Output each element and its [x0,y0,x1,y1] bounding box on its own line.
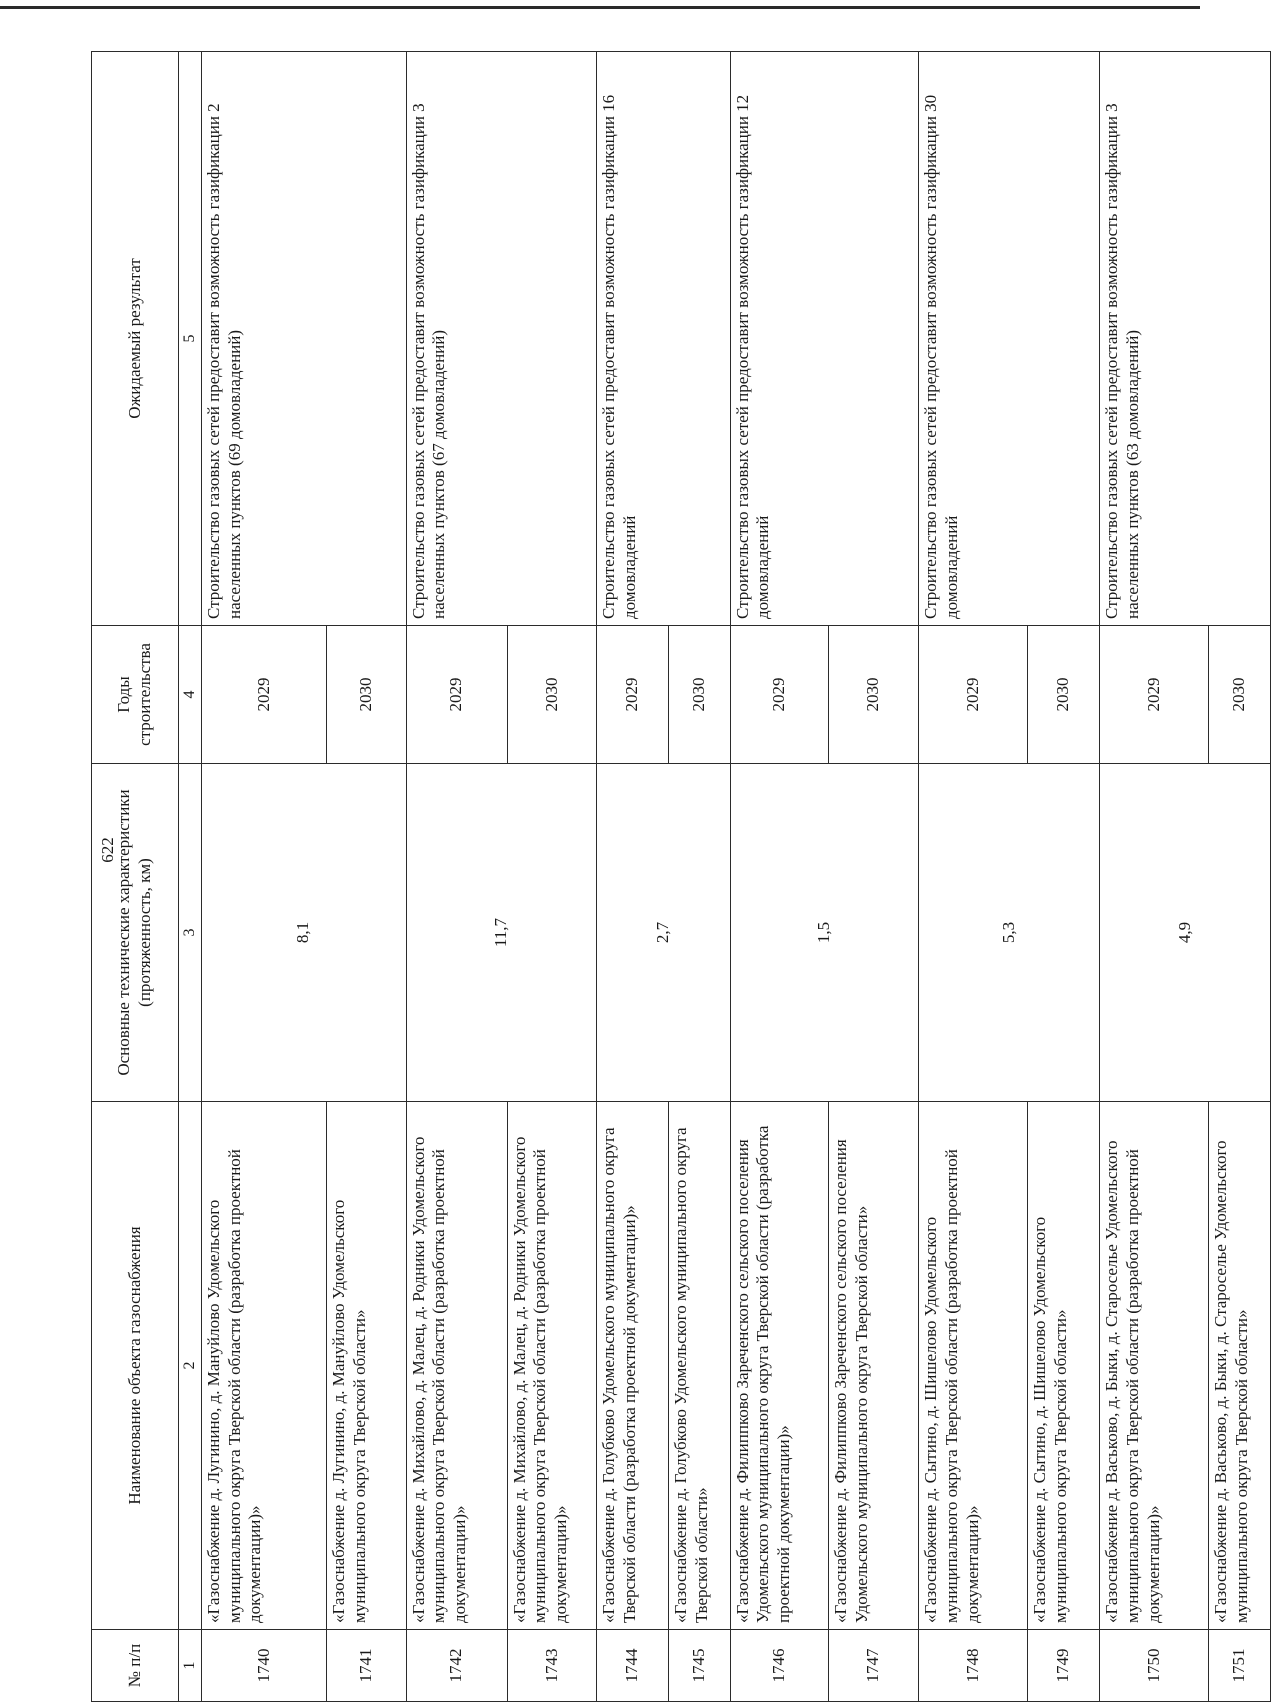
column-number: 1 [179,1630,202,1702]
expected-result: Строительство газовых сетей предоставит возможность газификации 16 домовладений [597,52,731,626]
expected-result: Строительство газовых сетей предоставит возможность газификации 12 домовладений [730,52,919,626]
gas-supply-table [91,51,1271,1702]
construction-year: 2029 [202,626,327,764]
construction-year: 2029 [406,626,507,764]
construction-year: 2029 [1100,626,1209,764]
column-number: 2 [179,1102,202,1630]
construction-year: 2030 [828,626,918,764]
length-km: 5,3 [919,764,1100,1102]
construction-year: 2029 [597,626,669,764]
object-name: «Газоснабжение д. Лугинино, д. Мануйлово Удомельского муниципального округа Тверской области» [326,1102,406,1630]
object-name: «Газоснабжение д. Сытино, д. Шишелово Удомельского муниципального округа Тверской области (разработка проектной документации)» [919,1102,1028,1630]
row-number: 1743 [507,1630,596,1702]
table-row [202,52,327,1702]
table-row [597,52,669,1702]
column-number: 4 [179,626,202,764]
header-tech: Основные технические характеристики (протяженность, км) [92,764,179,1102]
length-km: 4,9 [1100,764,1271,1102]
object-name: «Газоснабжение д. Васьково, д. Быки, д. Староселье Удомельского муниципального округа Тверской области» [1209,1102,1271,1630]
column-number-row [179,52,202,1702]
row-number: 1750 [1100,1630,1209,1702]
page-number: 622 [98,837,117,863]
row-number: 1747 [828,1630,918,1702]
object-name: «Газоснабжение д. Михайлово, д. Малец, д. Родники Удомельского муниципального округа Тверской области (разработка проектной документации)» [507,1102,596,1630]
header-result: Ожидаемый результат [92,52,179,626]
header-name: Наименование объекта газоснабжения [92,1102,179,1630]
object-name: «Газоснабжение д. Голубково Удомельского муниципального округа Тверской области» [668,1102,730,1630]
column-number: 3 [179,764,202,1102]
object-name: «Газоснабжение д. Михайлово, д. Малец, д. Родники Удомельского муниципального округа Тверской области (разработка проектной документации)» [406,1102,507,1630]
construction-year: 2030 [1209,626,1271,764]
row-number: 1751 [1209,1630,1271,1702]
header-no: № п/п [92,1630,179,1702]
object-name: «Газоснабжение д. Голубково Удомельского муниципального округа Тверской области (разработка проектной документации)» [597,1102,669,1630]
construction-year: 2030 [1028,626,1100,764]
table-row [919,52,1028,1702]
length-km: 8,1 [202,764,407,1102]
table-row [730,52,828,1702]
table-row [406,52,507,1702]
expected-result: Строительство газовых сетей предоставит возможность газификации 30 домовладений [919,52,1100,626]
header-years: Годы строительства [92,626,179,764]
construction-year: 2030 [668,626,730,764]
row-number: 1744 [597,1630,669,1702]
object-name: «Газоснабжение д. Васьково, д. Быки, д. Староселье Удомельского муниципального округа Тверской области (разработка проектной документации)» [1100,1102,1209,1630]
object-name: «Газоснабжение д. Филиппково Зареченского сельского поселения Удомельского муниципального округа Тверской области (разработка проектной документации)» [730,1102,828,1630]
construction-year: 2029 [919,626,1028,764]
object-name: «Газоснабжение д. Филиппково Зареченского сельского поселения Удомельского муниципального округа Тверской области» [828,1102,918,1630]
row-number: 1745 [668,1630,730,1702]
length-km: 11,7 [406,764,596,1102]
header-row [92,52,179,1702]
row-number: 1742 [406,1630,507,1702]
expected-result: Строительство газовых сетей предоставит возможность газификации 3 населенных пунктов (67 домовладений) [406,52,596,626]
row-number: 1740 [202,1630,327,1702]
expected-result: Строительство газовых сетей предоставит возможность газификации 2 населенных пунктов (69 домовладений) [202,52,407,626]
column-number: 5 [179,52,202,626]
length-km: 2,7 [597,764,731,1102]
row-number: 1746 [730,1630,828,1702]
construction-year: 2030 [507,626,596,764]
length-km: 1,5 [730,764,919,1102]
row-number: 1749 [1028,1630,1100,1702]
construction-year: 2030 [326,626,406,764]
construction-year: 2029 [730,626,828,764]
rotated-table-sheet [91,52,1271,1702]
row-number: 1741 [326,1630,406,1702]
table-row [1100,52,1209,1702]
top-edge-rule [0,6,1200,9]
row-number: 1748 [919,1630,1028,1702]
expected-result: Строительство газовых сетей предоставит возможность газификации 3 населенных пунктов (63 домовладений) [1100,52,1271,626]
object-name: «Газоснабжение д. Лугинино, д. Мануйлово Удомельского муниципального округа Тверской области (разработка проектной документации)» [202,1102,327,1630]
object-name: «Газоснабжение д. Сытино, д. Шишелово Удомельского муниципального округа Тверской области» [1028,1102,1100,1630]
